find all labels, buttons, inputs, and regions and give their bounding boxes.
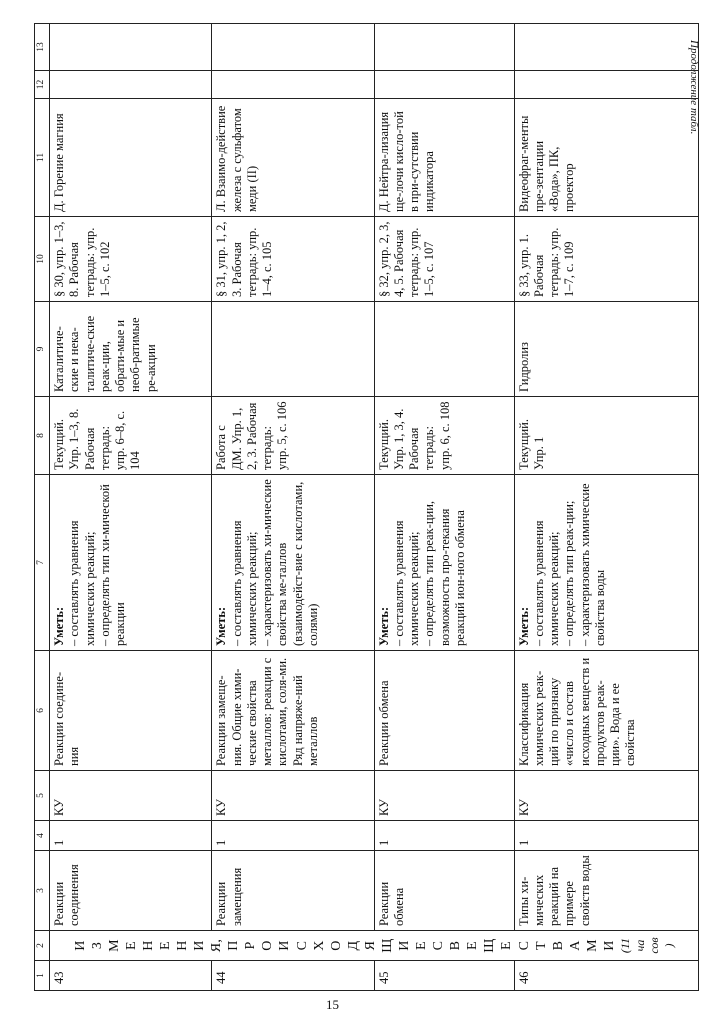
lesson-skills — [212, 475, 374, 651]
lesson-skills — [514, 475, 698, 651]
skill-item: – характеризовать хи-мические свойства ме-таллов (взаимодейст-вие с кислотами, солями) — [260, 479, 320, 646]
lesson-col13 — [374, 24, 514, 71]
lesson-hours: 1 — [374, 821, 514, 851]
lesson-col12 — [374, 71, 514, 99]
lesson-number: 44 — [212, 961, 374, 991]
column-number: 3 — [35, 851, 50, 931]
lesson-extra: Гидролиз — [514, 302, 698, 397]
skill-item: – составлять уравнения химических реакций; — [531, 520, 562, 646]
skill-item: – определять тип реак-ции, возможность про-текания реакций ион-ного обмена — [422, 500, 467, 646]
column-number: 13 — [35, 24, 50, 71]
section-cell — [50, 931, 699, 961]
lesson-col13 — [50, 24, 212, 71]
lesson-content: Реакции замеще-ния. Общие хими-ческие свойства металлов: реакции с кислотами, соля-ми. Ряд напряже-ний металлов — [212, 651, 374, 771]
lesson-content: Реакции соедине-ния — [50, 651, 212, 771]
table-row — [374, 24, 514, 991]
lesson-equipment: Видеофраг-менты пре-зентации «Вода», ПК, проектор — [514, 99, 698, 217]
column-number: 4 — [35, 821, 50, 851]
lesson-homework: § 32, упр. 2, 3, 4, 5. Рабочая тетрадь: упр. 1–5, с. 107 — [374, 217, 514, 302]
skill-item: – составлять уравнения химических реакций; — [391, 520, 421, 646]
section-title: ИЗМЕНЕНИЯ, ПРОИСХОДЯЩИЕ С ВЕЩЕСТВАМИ — [72, 938, 617, 953]
lesson-type: КУ — [514, 771, 698, 821]
column-number: 1 — [35, 961, 50, 991]
lesson-topic: Реакции соединения — [50, 851, 212, 931]
skills-heading: Уметь: — [516, 606, 531, 646]
section-subtitle: (11 часов) — [618, 937, 676, 954]
lesson-control: Работа с ДМ. Упр. 1, 2, 3. Рабочая тетрадь: упр. 5, с. 106 — [212, 397, 374, 475]
column-number: 2 — [35, 931, 50, 961]
lesson-col13 — [212, 24, 374, 71]
column-number: 7 — [35, 475, 50, 651]
column-number-row — [35, 24, 50, 991]
column-number: 5 — [35, 771, 50, 821]
lesson-extra: Каталитиче-ские и нека-талитиче-ские реак-ции, обрати-мые и необ-ратимые ре-акции — [50, 302, 212, 397]
column-number: 6 — [35, 651, 50, 771]
column-number: 8 — [35, 397, 50, 475]
lesson-col13 — [514, 24, 698, 71]
lesson-skills — [374, 475, 514, 651]
table-row — [514, 24, 698, 991]
table-continuation-caption: Продолжение табл. — [688, 40, 700, 135]
skills-heading: Уметь: — [376, 606, 391, 646]
column-number: 9 — [35, 302, 50, 397]
lesson-hours: 1 — [212, 821, 374, 851]
lesson-number: 46 — [514, 961, 698, 991]
lesson-col12 — [514, 71, 698, 99]
skill-item: – составлять уравнения химических реакций; — [67, 520, 97, 646]
lesson-type: КУ — [374, 771, 514, 821]
skills-heading: Уметь: — [52, 606, 66, 646]
lesson-equipment: Л. Взаимо-действие железа с сульфатом меди (II) — [212, 99, 374, 217]
lesson-content: Реакции обмена — [374, 651, 514, 771]
skill-item: – определять тип хи-мической реакции — [97, 484, 127, 646]
lesson-skills — [50, 475, 212, 651]
lesson-number: 43 — [50, 961, 212, 991]
table-row — [212, 24, 374, 991]
page-number: 15 — [326, 997, 339, 1012]
column-number: 10 — [35, 217, 50, 302]
lesson-content: Классификация химических реак-ций по признаку «число и состав исходных веществ и продуктов реак-ции». Вода и ее свойства — [514, 651, 698, 771]
lesson-topic: Реакции замещения — [212, 851, 374, 931]
skill-item: – определять тип реак-ции; — [562, 500, 577, 646]
lesson-equipment: Д. Горение магния — [50, 99, 212, 217]
lesson-topic: Типы хи-мических реакций на примере свойств воды — [514, 851, 698, 931]
lesson-plan-table — [34, 24, 699, 991]
table-row — [50, 24, 212, 991]
lesson-type: КУ — [212, 771, 374, 821]
lesson-hours: 1 — [50, 821, 212, 851]
lesson-number: 45 — [374, 961, 514, 991]
lesson-hours: 1 — [514, 821, 698, 851]
lesson-col12 — [50, 71, 212, 99]
lesson-extra — [374, 302, 514, 397]
skills-heading: Уметь: — [214, 606, 229, 646]
column-number: 12 — [35, 71, 50, 99]
lesson-control: Текущий. Упр. 1–3, 8. Рабочая тетрадь: упр. 6–8, с. 104 — [50, 397, 212, 475]
lesson-equipment: Д. Нейтра-лизация ще-лочи кисло-той в при-сутствии индикатора — [374, 99, 514, 217]
lesson-homework: § 31, упр. 1, 2, 3. Рабочая тетрадь: упр. 1–4, с. 105 — [212, 217, 374, 302]
lesson-control: Текущий. Упр. 1, 3, 4. Рабочая тетрадь: упр. 6, с. 108 — [374, 397, 514, 475]
column-number: 11 — [35, 99, 50, 217]
lesson-col12 — [212, 71, 374, 99]
lesson-control: Текущий. Упр. 1 — [514, 397, 698, 475]
lesson-topic: Реакции обмена — [374, 851, 514, 931]
lesson-extra — [212, 302, 374, 397]
lesson-homework: § 30, упр. 1–3, 8. Рабочая тетрадь: упр. 1–5, с. 102 — [50, 217, 212, 302]
lesson-homework: § 33, упр. 1. Рабочая тетрадь: упр. 1–7, с. 109 — [514, 217, 698, 302]
skill-item: – характеризовать химические свойства воды — [577, 483, 607, 646]
lesson-type: КУ — [50, 771, 212, 821]
skill-item: – составлять уравнения химических реакций; — [229, 520, 259, 646]
